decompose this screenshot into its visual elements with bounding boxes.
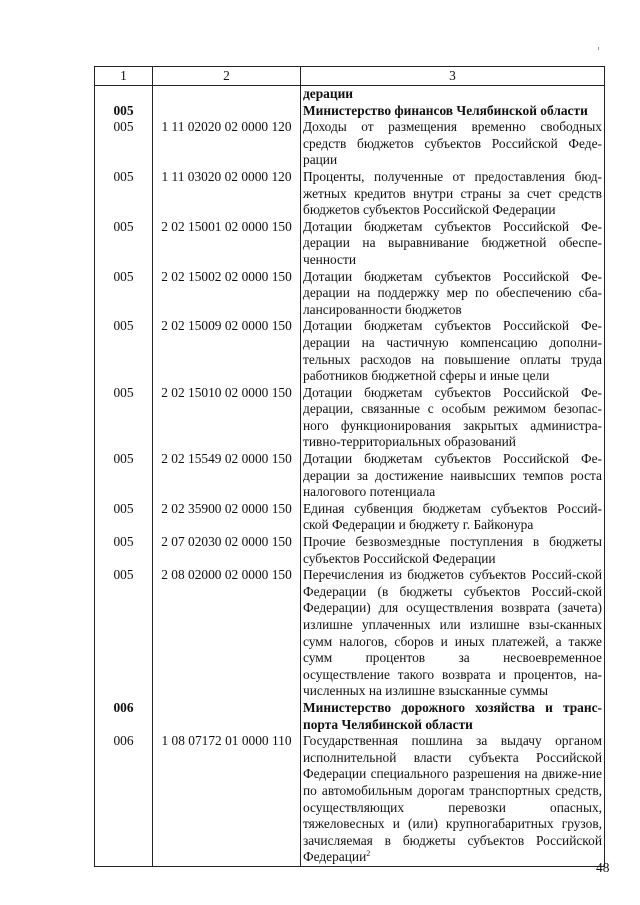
table-row <box>95 86 605 103</box>
table-row <box>95 385 605 451</box>
admin-code-cell: 005 <box>95 219 153 269</box>
description-cell <box>301 103 605 120</box>
revenue-code-cell: 2 02 15549 02 0000 150 <box>153 451 301 501</box>
description-cell <box>301 567 605 700</box>
table-row <box>95 567 605 700</box>
description-cell <box>301 119 605 169</box>
header-col-2: 2 <box>153 67 301 86</box>
admin-code-cell: 005 <box>95 501 153 534</box>
description-text: Проценты, полученные от предоставления бюд-жетных кредитов внутри страны за счет средств бюджетов субъектов Российской Федерации <box>303 168 602 218</box>
revenue-code-cell <box>153 103 301 120</box>
revenue-code-cell: 2 02 15009 02 0000 150 <box>153 318 301 384</box>
description-text: Доходы от размещения временно свободных средств бюджетов субъектов Российской Феде-рации <box>303 119 602 168</box>
revenue-code-cell: 2 02 35900 02 0000 150 <box>153 501 301 534</box>
description-cell <box>301 169 605 219</box>
table-row <box>95 119 605 169</box>
table-row <box>95 451 605 501</box>
table-body <box>95 86 605 867</box>
description-cell <box>301 269 605 319</box>
description-cell <box>301 451 605 501</box>
admin-code-cell: 006 <box>95 733 153 866</box>
table-row <box>95 219 605 269</box>
budget-classification-table <box>94 66 605 867</box>
table-row <box>95 501 605 534</box>
revenue-code-cell: 2 02 15002 02 0000 150 <box>153 269 301 319</box>
revenue-code-cell: 1 11 03020 02 0000 120 <box>153 169 301 219</box>
revenue-code-cell: 2 02 15001 02 0000 150 <box>153 219 301 269</box>
admin-code-cell <box>95 86 153 103</box>
admin-code-cell: 005 <box>95 169 153 219</box>
revenue-code-cell: 1 11 02020 02 0000 120 <box>153 119 301 169</box>
table-row <box>95 169 605 219</box>
revenue-code-cell: 2 02 15010 02 0000 150 <box>153 385 301 451</box>
description-text: Единая субвенция бюджетам субъектов Россий-ской Федерации и бюджету г. Байконура <box>303 500 602 533</box>
header-col-1: 1 <box>95 67 153 86</box>
description-cell <box>301 534 605 567</box>
admin-code-cell: 005 <box>95 318 153 384</box>
description-text: Дотации бюджетам субъектов Российской Фе-дерации на частичную компенсацию дополни-тельных расходов на повышение оплаты труда работников бюджетной сферы и иные цели <box>303 318 602 384</box>
description-cell <box>301 733 605 866</box>
revenue-code-cell <box>153 86 301 103</box>
table-row <box>95 700 605 733</box>
revenue-code-cell: 1 08 07172 01 0000 110 <box>153 733 301 866</box>
description-text: Прочие безвозмездные поступления в бюджеты субъектов Российской Федерации <box>303 534 602 566</box>
admin-code-cell: 005 <box>95 534 153 567</box>
header-col-3: 3 <box>301 67 605 86</box>
description-cell <box>301 86 605 103</box>
description-cell <box>301 700 605 733</box>
description-text: Дотации бюджетам субъектов Российской Фе-дерации на поддержку мер по обеспечению сба-лансированности бюджетов <box>303 268 602 317</box>
admin-code-cell: 005 <box>95 451 153 501</box>
description-text: дерации <box>303 86 354 101</box>
footnote-marker: 2 <box>366 849 371 859</box>
description-cell <box>301 385 605 451</box>
page-number: 48 <box>596 860 610 875</box>
admin-code-cell: 005 <box>95 269 153 319</box>
table-header-row <box>95 67 605 86</box>
description-cell <box>301 219 605 269</box>
admin-code-cell: 005 <box>95 385 153 451</box>
description-text: Министерство финансов Челябинской области <box>303 102 588 118</box>
admin-code-cell: 005 <box>95 567 153 700</box>
description-text: Министерство дорожного хозяйства и транс-порта Челябинской области <box>303 699 602 732</box>
revenue-code-cell: 2 07 02030 02 0000 150 <box>153 534 301 567</box>
description-text: Дотации бюджетам субъектов Российской Фе-дерации, связанные с особым режимом безопас-ного функционирования закрытых администра-тивно-территориальных образований <box>303 384 602 450</box>
revenue-code-cell <box>153 700 301 733</box>
description-text: Дотации бюджетам субъектов Российской Фе-дерации на выравнивание бюджетной обеспе-ченности <box>303 218 602 267</box>
description-text: Перечисления из бюджетов субъектов Россий-ской Федерации (в бюджеты субъектов Россий-ской Федерации) для осуществления возврата (зачета) излишне уплаченных или излишне взы-сканных сумм налогов, сборов и иных платежей, а также сумм процентов за несвоевременное осуществление такого возврата и процентов, на-численных на излишне взысканные суммы <box>303 567 602 699</box>
admin-code-cell: 006 <box>95 700 153 733</box>
revenue-code-cell: 2 08 02000 02 0000 150 <box>153 567 301 700</box>
description-text: Государственная пошлина за выдачу органом исполнительной власти субъекта Российской Федерации специального разрешения на движе-ние по автомобильным дорогам транспортных средств, осуществляющих перевозки опасных, тяжеловесных и (или) крупногабаритных грузов, зачисляемая в бюджеты субъектов Российской Федерации <box>303 733 602 865</box>
admin-code-cell: 005 <box>95 103 153 120</box>
scan-mark <box>598 47 599 50</box>
table-row <box>95 318 605 384</box>
description-text: Дотации бюджетам субъектов Российской Фе-дерации за достижение наивысших темпов роста налогового потенциала <box>303 451 602 500</box>
table-row <box>95 103 605 120</box>
description-cell <box>301 501 605 534</box>
table-row <box>95 534 605 567</box>
table-row <box>95 269 605 319</box>
table-row <box>95 733 605 866</box>
description-cell <box>301 318 605 384</box>
admin-code-cell: 005 <box>95 119 153 169</box>
